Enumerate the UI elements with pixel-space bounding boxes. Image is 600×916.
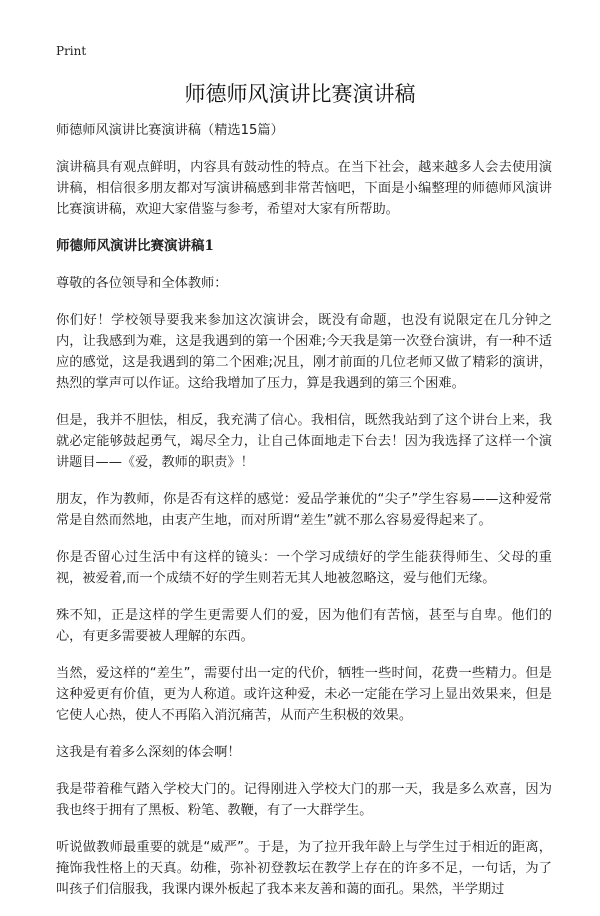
body-paragraph: 你是否留心过生活中有这样的镜头：一个学习成绩好的学生能获得师生、父母的重视，被爱着,而一个成绩不好的学生则若无其人地被忽略这，爱与他们无缘。 bbox=[56, 550, 552, 586]
section-heading: 师德师风演讲比赛演讲稿1 bbox=[56, 238, 214, 254]
document-title: 师德师风演讲比赛演讲稿 bbox=[184, 82, 416, 106]
body-paragraph: 听说做教师最重要的就是“威严”。于是，为了拉开我年龄上与学生过于相近的距离，掩饰我性格上的天真。幼稚，弥补初登教坛在教学上存在的许多不足，一句话，为了叫孩子们信服我，我课内课外板起了我本来友善和蔼的面孔。果然，半学期过 bbox=[56, 840, 552, 897]
body-paragraph: 尊敬的各位领导和全体教师： bbox=[56, 276, 228, 291]
print-link[interactable]: Print bbox=[56, 44, 87, 58]
body-paragraph: 朋友，作为教师，你是否有这样的感觉：爱品学兼优的“尖子”学生容易——这种爱常常是自然而然地，由衷产生地，而对所谓“差生”就不那么容易爱得起来了。 bbox=[56, 492, 552, 528]
body-paragraph: 你们好！学校领导要我来参加这次演讲会，既没有命题，也没有说限定在几分钟之内，让我感到为难，这是我遇到的第一个困难;今天我是第一次登台演讲，有一种不适应的感觉，这是我遇到的第二个困难;况且，刚才前面的几位老师又做了精彩的演讲，热烈的掌声可以作证。这给我增加了压力，算是我遇到的第三个困难。 bbox=[56, 313, 552, 391]
document-body bbox=[56, 120, 552, 916]
body-paragraph: 我是带着稚气踏入学校大门的。记得刚进入学校大门的那一天，我是多么欢喜，因为我也终于拥有了黑板、粉笔、教鞭，有了一大群学生。 bbox=[56, 782, 552, 818]
body-paragraph: 当然，爱这样的“差生”，需要付出一定的代价，牺牲一些时间，花费一些精力。但是这种爱更有价值，更为人称道。或许这种爱，未必一定能在学习上显出效果来，但是它使人心热，使人不再陷入消沉痛苦，从而产生积极的效果。 bbox=[56, 666, 552, 723]
body-paragraph: 但是，我并不胆怯，相反，我充满了信心。我相信，既然我站到了这个讲台上来，我就必定能够鼓起勇气，竭尽全力，让自己体面地走下台去！因为我选择了这样一个演讲题目——《爱，教师的职责》！ bbox=[56, 413, 552, 470]
intro-paragraph: 演讲稿具有观点鲜明，内容具有鼓动性的特点。在当下社会，越来越多人会去使用演讲稿，相信很多朋友都对写演讲稿感到非常苦恼吧，下面是小编整理的师德师风演讲比赛演讲稿，欢迎大家借鉴与参考，希望对大家有所帮助。 bbox=[56, 160, 552, 217]
body-paragraph: 殊不知，正是这样的学生更需要人们的爱，因为他们有苦恼，甚至与自卑。他们的心，有更多需要被人理解的东西。 bbox=[56, 608, 552, 644]
body-paragraph: 这我是有着多么深刻的体会啊！ bbox=[56, 745, 241, 760]
document-subtitle: 师德师风演讲比赛演讲稿（精选15篇） bbox=[56, 123, 284, 138]
